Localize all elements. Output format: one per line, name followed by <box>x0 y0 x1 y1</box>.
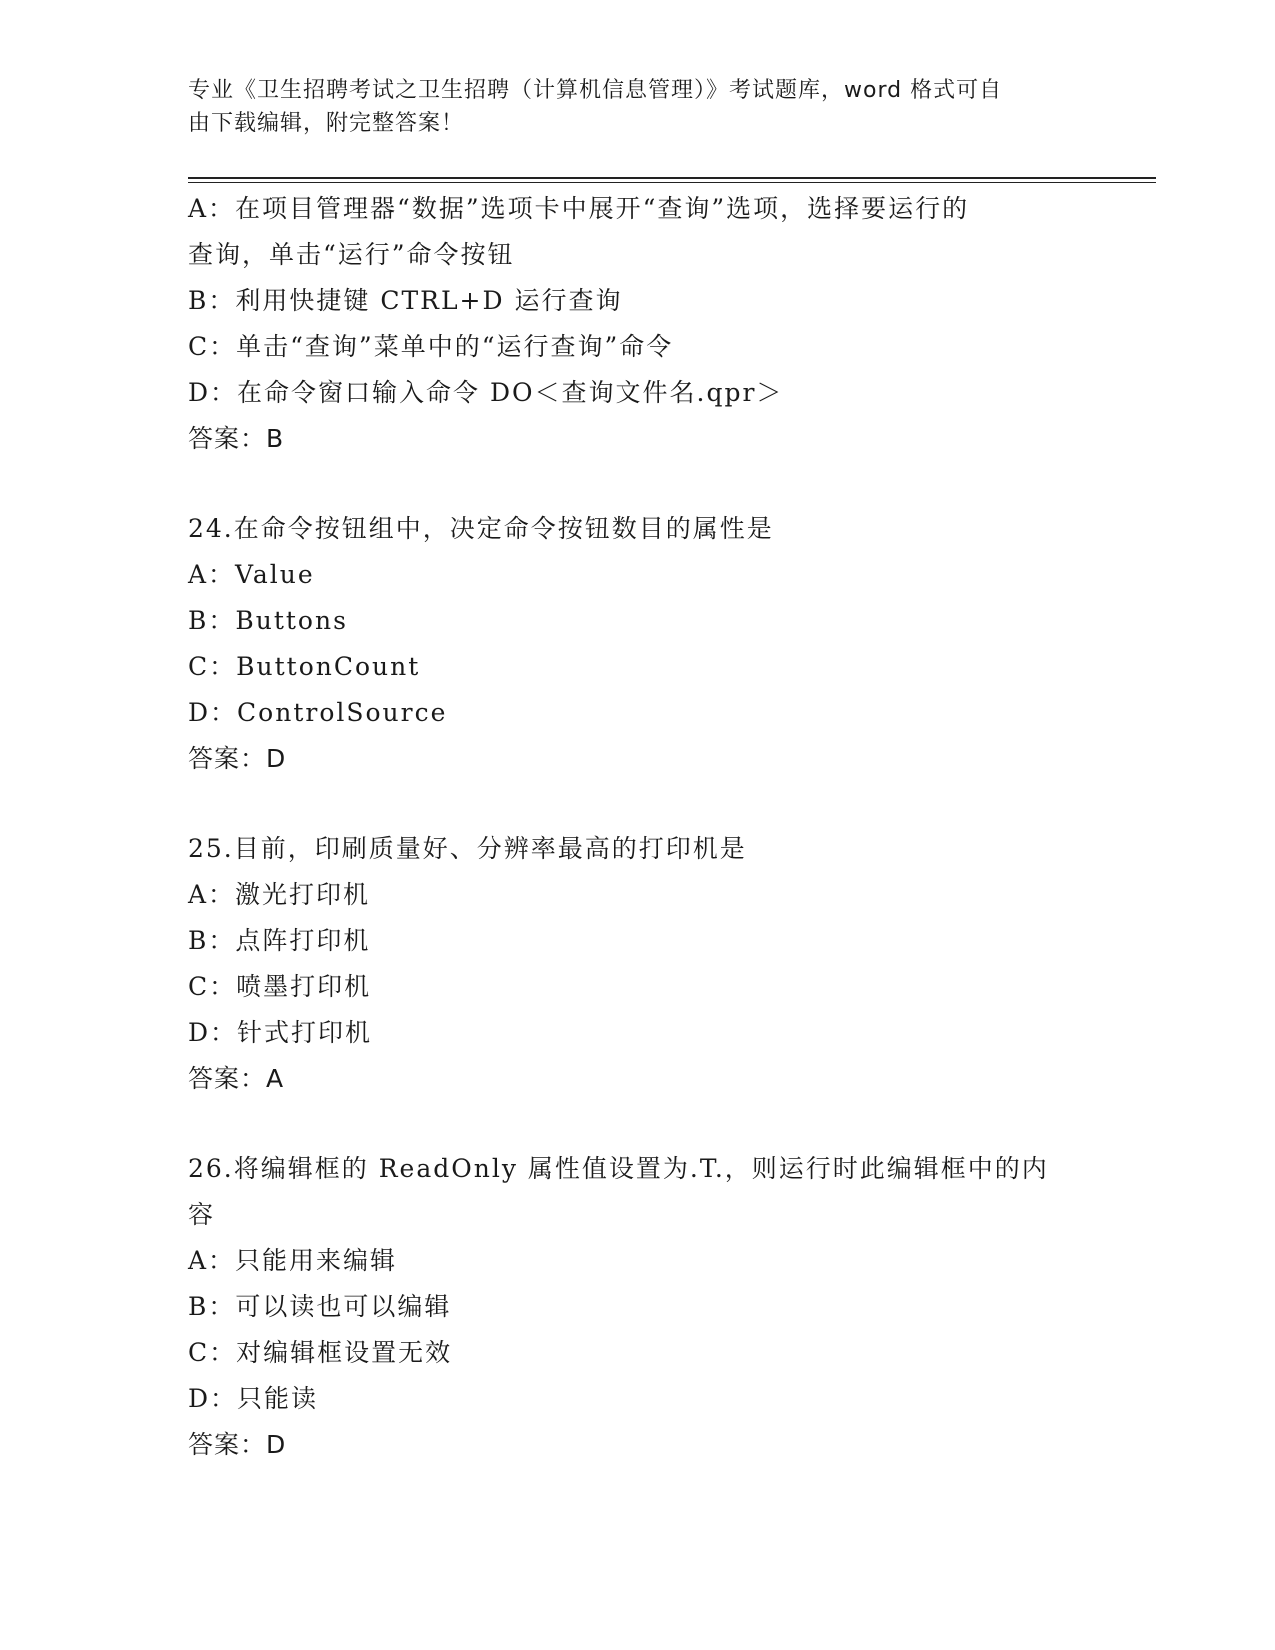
q26-option-c: C：对编辑框设置无效 <box>188 1338 453 1367</box>
question-25-block <box>188 826 1088 1102</box>
q26-option-b: B：可以读也可以编辑 <box>188 1292 452 1321</box>
q23-answer: 答案：B <box>188 424 285 453</box>
question-24-block <box>188 506 1088 782</box>
q26-option-d: D：只能读 <box>188 1384 319 1413</box>
spacer <box>188 462 1088 506</box>
spacer <box>188 1102 1088 1146</box>
header-divider-thin <box>188 182 1156 183</box>
q23-option-c: C：单击“查询”菜单中的“运行查询”命令 <box>188 332 674 361</box>
q24-option-c: C：ButtonCount <box>188 652 421 681</box>
q23-option-a-line-1: A：在项目管理器“数据”选项卡中展开“查询”选项，选择要运行的 <box>188 194 970 223</box>
q25-answer: 答案：A <box>188 1064 285 1093</box>
q23-option-d: D：在命令窗口输入命令 DO＜查询文件名.qpr＞ <box>188 378 784 407</box>
header-divider-thick <box>188 177 1156 179</box>
q24-answer: 答案：D <box>188 744 287 773</box>
q25-option-b: B：点阵打印机 <box>188 926 371 955</box>
q25-option-d: D：针式打印机 <box>188 1018 373 1047</box>
document-header <box>188 74 1088 140</box>
q23-option-a-line-2: 查询，单击“运行”命令按钮 <box>188 240 515 269</box>
question-26-block <box>188 1146 1088 1468</box>
q25-option-a: A：激光打印机 <box>188 880 371 909</box>
q25-option-c: C：喷墨打印机 <box>188 972 372 1001</box>
q25-question: 25.目前，印刷质量好、分辨率最高的打印机是 <box>188 834 747 863</box>
q26-answer: 答案：D <box>188 1430 287 1459</box>
header-line-2: 由下载编辑，附完整答案！ <box>188 111 465 136</box>
question-list <box>188 186 1088 1468</box>
q24-option-b: B：Buttons <box>188 606 348 635</box>
q24-option-d: D：ControlSource <box>188 698 448 727</box>
q26-question-line-1: 26.将编辑框的 ReadOnly 属性值设置为.T.，则运行时此编辑框中的内 <box>188 1154 1049 1183</box>
q26-question-line-2: 容 <box>188 1200 216 1229</box>
question-23-block <box>188 186 1088 462</box>
q24-question: 24.在命令按钮组中，决定命令按钮数目的属性是 <box>188 514 774 543</box>
header-line-1: 专业《卫生招聘考试之卫生招聘（计算机信息管理）》考试题库，word 格式可自 <box>188 78 1003 103</box>
spacer <box>188 782 1088 826</box>
q26-option-a: A：只能用来编辑 <box>188 1246 398 1275</box>
q24-option-a: A：Value <box>188 560 315 589</box>
q23-option-b: B：利用快捷键 CTRL+D 运行查询 <box>188 286 623 315</box>
